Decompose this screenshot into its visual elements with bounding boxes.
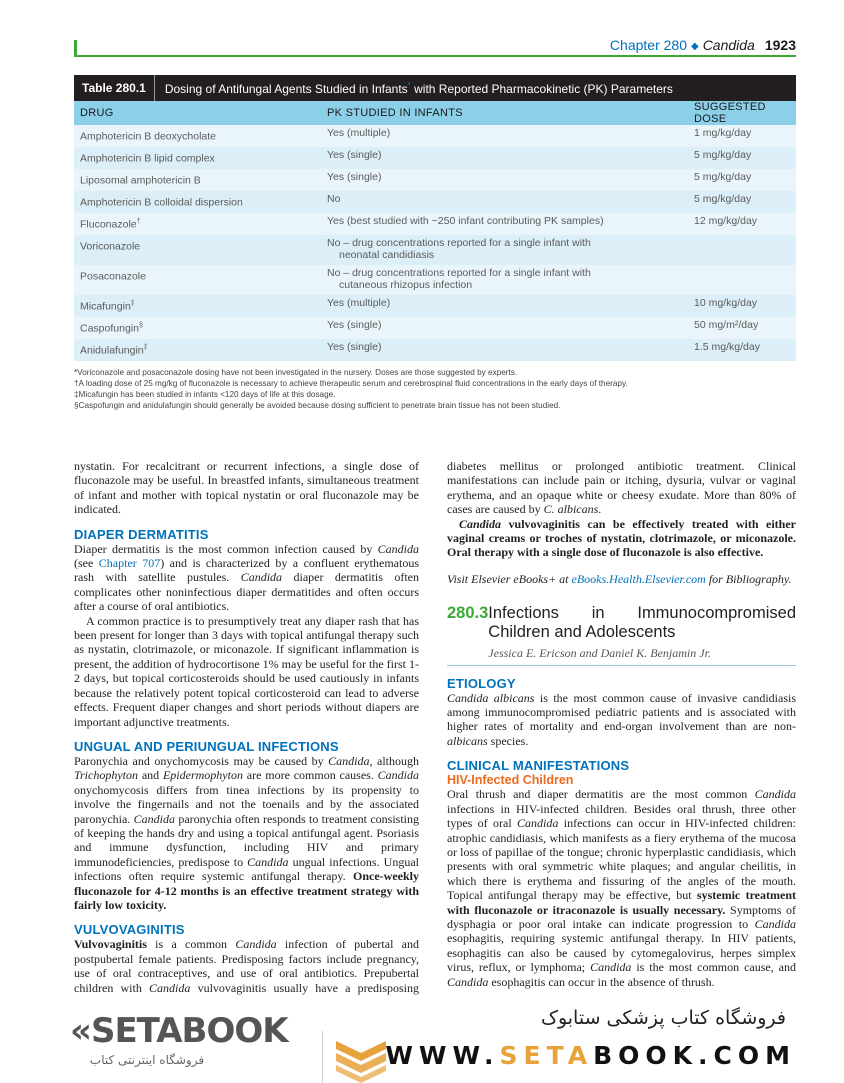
paragraph: Paronychia and onychomycosis may be caused by Candida, although Trichophyton and Epidermophyton are more common causes. Candida onychomycosis differs from tinea infections by its propensity to involve the fingernails and not the toenails and by the associated paronychia. Candida paronychia often responds to treatment consisting of keeping the hands dry and using a topical antifungal agent. Psoriasis and immune dysfunction, including HIV and primary immunodeficiencies, predispose to Candida ungual infections. Ungual infections often require systemic antifungal therapy. Once-weekly fluconazole for 4-12 months is an effective treatment strategy with fairly low toxicity. — [74, 753, 419, 912]
header-rule — [74, 55, 796, 57]
drug-cell: Amphotericin B deoxycholate — [80, 130, 216, 143]
drug-cell: Micafungin‡ — [80, 300, 135, 313]
dosing-table-block — [74, 75, 796, 411]
table-number: Table 280.1 — [74, 75, 155, 101]
table-row — [74, 191, 796, 213]
paragraph: Oral thrush and diaper dermatitis are the most common Candida infections in HIV-infected children. Besides oral thrush, three other types of oral Candida infections can occur in HIV-infected children: atrophic candidiasis, which manifests as a fiery erythema of the mucosa or loss of papillae of the tongue; chronic hyperplastic candidiasis, which presents with oral symmetric white plaques; and angular cheilitis, in which there is erythema and fissuring of the angles of the mouth. Topical antifungal therapy may be effective, but systemic treatment with fluconazole or itraconazole is usually necessary. Symptoms of dysphagia or poor oral intake can indicate progression to Candida esophagitis, requiring systemic antifungal therapy. In HIV patients, esophagitis can also be caused by cytomegalovirus, herpes simplex virus, reflux, or lymphoma; Candida is the most common cause, and Candida esophagitis can occur in the absence of thrush. — [447, 787, 797, 989]
heading-etiology: ETIOLOGY — [447, 675, 516, 691]
running-header — [610, 37, 796, 53]
store-name: فروشگاه کتاب پزشکی ستابوک — [540, 1007, 786, 1029]
dosing-table — [74, 101, 796, 361]
dose-cell: 5 mg/kg/day — [694, 193, 752, 205]
paragraph: Candida albicans is the most common cause of invasive candidiasis among immunocompromised pediatric patients and is associated with higher rates of mortality and end-organ involvement than are non-albicans species. — [447, 690, 796, 748]
drug-cell: Amphotericin B lipid complex — [80, 152, 215, 165]
diamond-icon: ◆ — [690, 41, 699, 52]
right-column — [447, 459, 796, 989]
table-footnotes — [74, 367, 796, 411]
section-heading-block — [447, 604, 796, 660]
table-title-bar — [74, 75, 796, 101]
drug-cell: Fluconazole† — [80, 218, 141, 231]
subheading-hiv-infected: HIV-Infected Children — [447, 773, 574, 788]
chapter-topic: Candida — [702, 37, 755, 53]
dose-cell: 1 mg/kg/day — [694, 127, 752, 139]
table-header-row — [74, 101, 796, 125]
section-title: Infections in Immunocompromised Children and Adolescents — [488, 604, 796, 642]
drug-cell: Voriconazole — [80, 240, 141, 253]
pk-cell: No — [327, 193, 341, 205]
paragraph: Vulvovaginitis is a common Candida infection of pubertal and postpubertal female patients. Predisposing factors include pregnancy, use of oral contraceptives, and use of oral antibiotics. Prepubertal children with Candida vulvovaginitis usually have a predisposing — [74, 937, 420, 995]
dose-cell: 5 mg/kg/day — [694, 171, 752, 183]
table-row — [74, 213, 796, 235]
pk-cell: Yes (single) — [327, 149, 382, 161]
paragraph: nystatin. For recalcitrant or recurrent infections, a single dose of fluconazole may be useful. In breastfed infants, simultaneous treatment of infant and mother with topical nystatin or oral fluconazole may be indicated. — [74, 459, 419, 517]
book-stack-icon — [332, 1033, 390, 1083]
dose-cell: 50 mg/m²/day — [694, 319, 759, 331]
drug-cell: Anidulafungin‡ — [80, 344, 148, 357]
drug-cell: Liposomal amphotericin B — [80, 174, 201, 187]
column-header-pk: PK STUDIED IN INFANTS — [327, 107, 463, 119]
dose-cell: 12 mg/kg/day — [694, 215, 758, 227]
store-logo — [70, 1011, 320, 1071]
dose-cell: 5 mg/kg/day — [694, 149, 752, 161]
table-row — [74, 147, 796, 169]
pk-cell: Yes (best studied with ~250 infant contributing PK samples) — [327, 215, 604, 227]
heading-diaper-dermatitis: DIAPER DERMATITIS — [74, 526, 209, 542]
dose-cell — [688, 265, 796, 295]
pk-cell: Yes (multiple) — [327, 297, 391, 309]
left-column — [74, 459, 419, 1009]
drug-cell: Caspofungin§ — [80, 322, 143, 335]
section-number: 280.3 — [447, 604, 489, 623]
pk-cell: Yes (single) — [327, 171, 382, 183]
logo-wordmark: «SETABOOK — [70, 1011, 288, 1051]
dose-cell — [688, 235, 796, 265]
chapter-label: Chapter 280 — [609, 37, 687, 53]
chapter-707-link[interactable]: Chapter 707 — [98, 556, 161, 571]
pk-cell: Yes (single) — [327, 341, 382, 353]
drug-cell: Amphotericin B colloidal dispersion — [80, 196, 243, 209]
store-banner — [0, 995, 844, 1080]
pk-cell: Yes (single) — [327, 319, 382, 331]
paragraph: diabetes mellitus or prolonged antibiotic treatment. Clinical manifestations can include pain or itching, dysuria, vulvar or vaginal erythema, and an opaque white or cheesy exudate. More than 80% of cases are caused by C. albicans. — [447, 459, 796, 517]
dose-cell: 1.5 mg/kg/day — [694, 341, 760, 353]
logo-subtitle: فروشگاه اینترنتی کتاب — [89, 1053, 205, 1067]
paragraph: Candida vulvovaginitis can be effectively treated with either vaginal creams or troches of nystatin, clotrimazole, or miconazole. Oral therapy with a single dose of fluconazole is also effective. — [447, 516, 796, 560]
table-row — [74, 339, 796, 361]
dose-cell: 10 mg/kg/day — [694, 297, 758, 309]
table-row — [74, 125, 796, 147]
heading-ungual-infections: UNGUAL AND PERIUNGUAL INFECTIONS — [74, 738, 339, 754]
table-footnote: †A loading dose of 25 mg/kg of fluconazole is necessary to achieve therapeutic serum and cerebrospinal fluid concentrations in the early days of therapy. — [74, 379, 628, 388]
drug-cell: Posaconazole — [80, 270, 146, 283]
pk-cell: No – drug concentrations reported for a single infant with neonatal candidiasis — [327, 237, 591, 261]
pk-cell: Yes (multiple) — [327, 127, 391, 139]
table-row — [74, 169, 796, 191]
paragraph: Diaper dermatitis is the most common infection caused by Candida (see Chapter 707) and is characterized by a confluent erythematous rash with satellite pustules. Candida diaper dermatitis often complicates other noninfectious diaper dermatitides and often occurs after a course of oral antibiotics. — [74, 541, 419, 614]
logo-divider — [322, 1031, 323, 1083]
page-number: 1923 — [764, 37, 796, 53]
section-authors: Jessica E. Ericson and Daniel K. Benjamin Jr. — [488, 646, 711, 661]
pk-cell: No – drug concentrations reported for a single infant with cutaneous rhizopus infection — [327, 267, 591, 291]
ebooks-link[interactable]: eBooks.Health.Elsevier.com — [571, 571, 706, 586]
table-row — [74, 235, 796, 265]
table-row — [74, 265, 796, 295]
heading-clinical-manifestations: CLINICAL MANIFESTATIONS — [447, 758, 630, 774]
table-caption: Dosing of Antifungal Agents Studied in Infants* with Reported Pharmacokinetic (PK) Parameters — [164, 80, 673, 96]
table-footnote: ‡Micafungin has been studied in infants <120 days of life at this dosage. — [74, 390, 336, 399]
table-footnote: §Caspofungin and anidulafungin should generally be avoided because dosing sufficient to penetrate brain tissue has not been studied. — [74, 401, 561, 410]
table-footnote: *Voriconazole and posaconazole dosing have not been investigated in the nursery. Doses are those suggested by experts. — [74, 368, 518, 377]
heading-vulvovaginitis: VULVOVAGINITIS — [74, 922, 185, 938]
column-header-dose: SUGGESTED DOSE — [694, 101, 766, 125]
store-url: WWW.SETABOOK.COM — [385, 1041, 796, 1070]
table-row — [74, 317, 796, 339]
bibliography-note: Visit Elsevier eBooks+ at eBooks.Health.Elsevier.com for Bibliography. — [447, 571, 792, 586]
column-header-drug: DRUG — [80, 107, 114, 119]
table-row — [74, 295, 796, 317]
section-rule — [447, 665, 796, 666]
paragraph: A common practice is to presumptively treat any diaper rash that has been present for longer than 3 days with topical antifungal therapy such as nystatin, clotrimazole, or miconazole. If significant inflammation is present, the addition of hydrocortisone 1% may be useful for the first 1-2 days, but topical corticosteroids should be used cautiously in infants because the relatively potent topical corticosteroid can lead to adverse effects. Frequent diaper changes and short periods without diapers are important adjunctive treatments. — [74, 613, 419, 729]
